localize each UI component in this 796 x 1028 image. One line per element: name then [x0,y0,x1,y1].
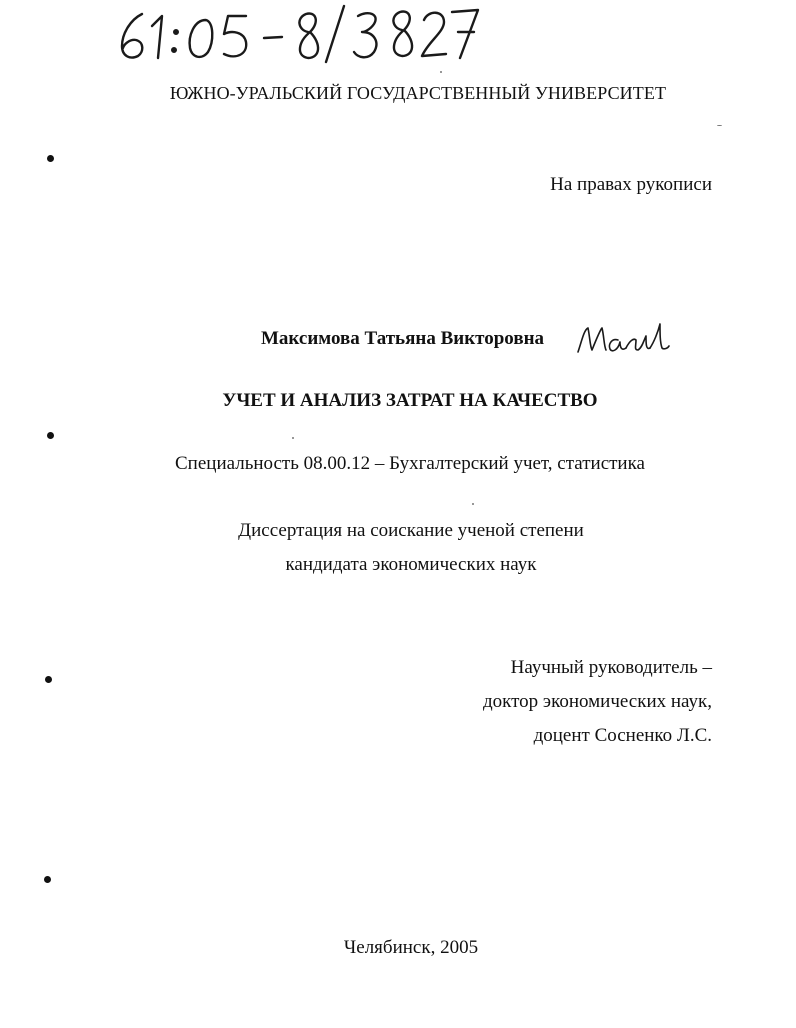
punch-hole-mark [45,676,52,683]
scan-speck [717,125,722,126]
signature-drawing [574,320,670,356]
scan-speck [292,437,294,439]
archive-number-drawing [112,2,482,64]
author-signature [574,320,670,356]
supervisor-line-2: доктор экономических наук, [482,691,712,712]
scan-speck [472,503,474,505]
dissertation-degree-line-1: Диссертация на соискание ученой степени [238,520,584,541]
specialty-line: Специальность 08.00.12 – Бухгалтерский учет, статистика [175,453,645,474]
dissertation-title: УЧЕТ И АНАЛИЗ ЗАТРАТ НА КАЧЕСТВО [222,390,598,411]
punch-hole-mark [47,432,54,439]
supervisor-line-1: Научный руководитель – [510,657,712,678]
university-name: ЮЖНО-УРАЛЬСКИЙ ГОСУДАРСТВЕННЫЙ УНИВЕРСИТЕТ [169,83,667,103]
dissertation-degree-line-2: кандидата экономических наук [285,554,537,575]
city-year: Челябинск, 2005 [343,937,479,958]
supervisor-line-3: доцент Сосненко Л.С. [533,725,712,746]
handwritten-archive-number [112,2,482,64]
punch-hole-mark [47,155,54,162]
punch-hole-mark [44,876,51,883]
scan-speck [440,71,442,73]
author-name: Максимова Татьяна Викторовна [261,328,545,349]
rights-note: На правах рукописи [550,174,712,195]
